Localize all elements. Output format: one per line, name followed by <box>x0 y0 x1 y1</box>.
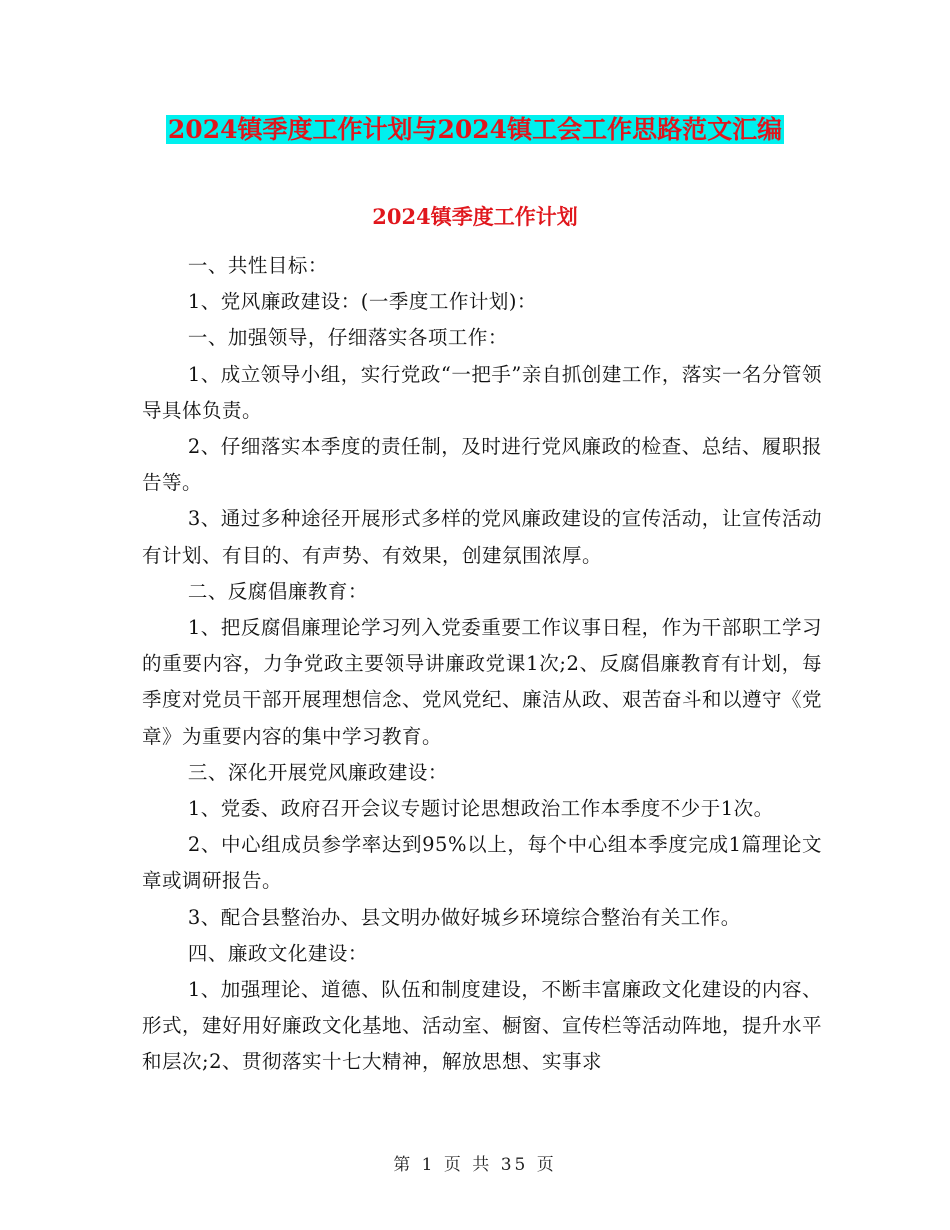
paragraph: 1、党委、政府召开会议专题讨论思想政治工作本季度不少于1次。 <box>187 797 774 821</box>
paragraph: 2、中心组成员参学率达到95%以上，每个中心组本季度完成1篇理论文章或调研报告。 <box>142 833 822 893</box>
section-title: 2024镇季度工作计划 <box>372 204 578 229</box>
paragraph: 3、通过多种途径开展形式多样的党风廉政建设的宣传活动，让宣传活动有计划、有目的、有声势、有效果，创建氛围浓厚。 <box>142 507 822 567</box>
paragraph: 1、成立领导小组，实行党政“一把手”亲自抓创建工作，落实一名分管领导具体负责。 <box>142 362 822 422</box>
paragraph: 3、配合县整治办、县文明办做好城乡环境综合整治有关工作。 <box>187 905 741 929</box>
paragraph: 三、深化开展党风廉政建设： <box>187 760 448 784</box>
paragraph: 二、反腐倡廉教育： <box>187 579 368 603</box>
page-footer: 第 1 页 共 35 页 <box>393 1155 557 1175</box>
paragraph: 四、廉政文化建设： <box>187 941 368 965</box>
paragraph: 一、共性目标： <box>187 254 328 277</box>
paragraph: 1、加强理论、道德、队伍和制度建设，不断丰富廉政文化建设的内容、形式，建好用好廉政文化基地、活动室、橱窗、宣传栏等活动阵地，提升水平和层次;2、贯彻落实十七大精神，解放思想、实事求 <box>142 978 823 1074</box>
document-body <box>142 248 822 1081</box>
document-title-text: 2024镇季度工作计划与2024镇工会工作思路范文汇编 <box>167 115 783 144</box>
paragraph: 1、党风廉政建设：(一季度工作计划)： <box>187 290 537 314</box>
paragraph: 1、把反腐倡廉理论学习列入党委重要工作议事日程，作为干部职工学习的重要内容，力争党政主要领导讲廉政党课1次;2、反腐倡廉教育有计划，每季度对党员干部开展理想信念、党风党纪、廉洁从政、艰苦奋斗和以遵守《党章》为重要内容的集中学习教育。 <box>142 616 823 748</box>
paragraph: 一、加强领导，仔细落实各项工作： <box>187 326 508 350</box>
document-title <box>0 113 950 147</box>
paragraph: 2、仔细落实本季度的责任制，及时进行党风廉政的检查、总结、履职报告等。 <box>142 435 822 495</box>
